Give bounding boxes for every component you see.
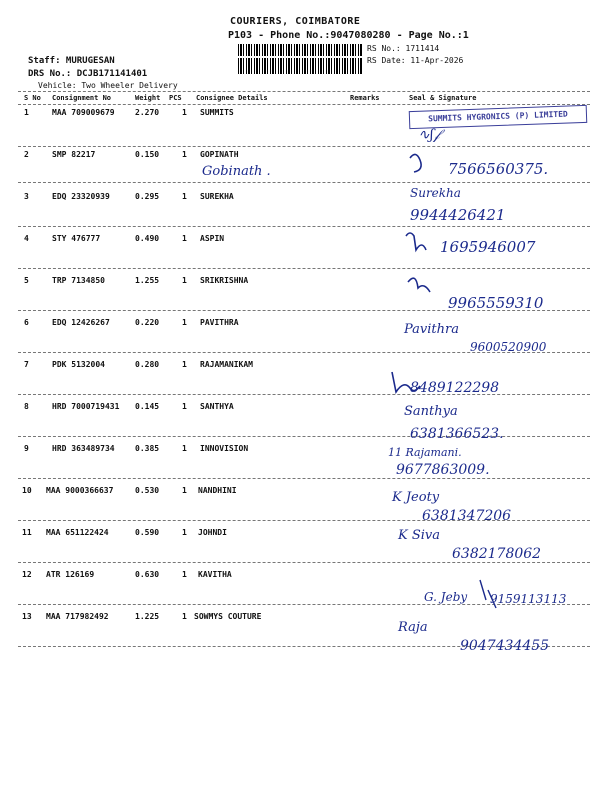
handwritten-phone: 9965559310 (448, 294, 544, 312)
handwritten-name: K Jeoty (392, 490, 440, 505)
handwritten-name: 11 Rajamani. (388, 446, 462, 459)
row-sno: 12 (22, 570, 32, 579)
row-pcs: 1 (182, 612, 187, 621)
row-consignee: SRIKRISHNA (200, 276, 249, 285)
row-pcs: 1 (182, 192, 187, 201)
handwritten-phone: 6382178062 (452, 546, 542, 562)
row-consignee: SUREKHA (200, 192, 234, 201)
handwritten-name: Surekha (410, 186, 461, 200)
row-weight: 0.295 (135, 192, 160, 201)
row-weight: 2.270 (135, 108, 160, 117)
col-consignment: Consignment No (52, 94, 112, 102)
row-consignment: EDQ 12426267 (52, 318, 110, 327)
row-weight: 0.280 (135, 360, 160, 369)
handwritten-phone: 7566560375. (448, 160, 549, 178)
col-consignee: Consignee Details (196, 94, 268, 102)
handwritten-phone: 9159113113 (490, 592, 567, 606)
row-consignment: TRP 7134850 (52, 276, 105, 285)
row-weight: 0.145 (135, 402, 160, 411)
row-consignment: PDK 5132004 (52, 360, 105, 369)
row-consignment: MAA 717982492 (46, 612, 109, 621)
row-weight: 0.220 (135, 318, 160, 327)
signature-strokes (380, 150, 600, 660)
row-sno: 4 (24, 234, 29, 243)
col-remarks: Remarks (350, 94, 380, 102)
row-consignment: STY 476777 (52, 234, 101, 243)
row-weight: 0.385 (135, 444, 160, 453)
row-sno: 2 (24, 150, 29, 159)
row-consignment: HRD 363489734 (52, 444, 115, 453)
row-weight: 0.490 (135, 234, 160, 243)
row-pcs: 1 (182, 234, 187, 243)
row-pcs: 1 (182, 360, 187, 369)
row-consignee: INNOVISION (200, 444, 249, 453)
row-consignment: MAA 709009679 (52, 108, 115, 117)
col-pcs: PCS (169, 94, 182, 102)
row-pcs: 1 (182, 486, 187, 495)
handwritten-phone: 9944426421 (410, 206, 506, 224)
handwritten-phone: 6381366523. (410, 426, 504, 442)
row-weight: 0.150 (135, 150, 160, 159)
row-sno: 6 (24, 318, 29, 327)
row-consignee: GOPINATH (200, 150, 239, 159)
row-consignee: SUMMITS (200, 108, 234, 117)
row-consignment: HRD 7000719431 (52, 402, 120, 411)
row-pcs: 1 (182, 150, 187, 159)
header-rule-bottom (18, 104, 590, 105)
handwritten-phone: 9677863009. (396, 462, 490, 478)
row-consignment: MAA 9000366637 (46, 486, 114, 495)
row-pcs: 1 (182, 402, 187, 411)
row-sno: 10 (22, 486, 32, 495)
handwritten-name: K Siva (398, 528, 441, 543)
row-weight: 1.225 (135, 612, 160, 621)
row-weight: 1.255 (135, 276, 160, 285)
handwritten-name: G. Jeby (424, 590, 468, 604)
handwritten-phone: 9047434455 (460, 638, 550, 654)
row-divider (18, 146, 590, 147)
row-sno: 13 (22, 612, 32, 621)
header-title: COURIERS, COIMBATORE (230, 16, 361, 27)
handwritten-phone: 6381347206 (422, 508, 512, 524)
vehicle-type: Vehicle: Two Wheeler Delivery (38, 81, 178, 90)
handwritten-phone: 8489122298 (410, 380, 500, 396)
row-consignee: KAVITHA (198, 570, 232, 579)
signature-mark: ∿ʃ𝒻 (418, 127, 440, 143)
handwritten-name: Raja (398, 620, 428, 635)
row-sno: 11 (22, 528, 32, 537)
barcode-gap (238, 56, 362, 58)
row-consignee: RAJAMANIKAM (200, 360, 253, 369)
signature-stroke (408, 278, 430, 292)
row-consignee: SANTHYA (200, 402, 234, 411)
handwritten-name: Pavithra (404, 322, 459, 337)
drs-number: DRS No.: DCJB171141401 (28, 69, 148, 79)
row-consignee: SOWMYS COUTURE (194, 612, 262, 621)
header-branch-line: P103 - Phone No.:9047080280 - Page No.:1 (228, 30, 469, 41)
handwritten-phone: 1695946007 (440, 238, 536, 256)
row-sno: 8 (24, 402, 29, 411)
row-sno: 9 (24, 444, 29, 453)
rs-date: RS Date: 11-Apr-2026 (367, 56, 464, 65)
row-pcs: 1 (182, 318, 187, 327)
row-sno: 5 (24, 276, 29, 285)
company-stamp: SUMMITS HYGRONICS (P) LIMITED (409, 105, 588, 129)
row-sno: 7 (24, 360, 29, 369)
row-consignment: SMP 82217 (52, 150, 96, 159)
row-weight: 0.630 (135, 570, 160, 579)
signature-stroke (392, 372, 420, 392)
col-weight: Weight (135, 94, 161, 102)
row-pcs: 1 (182, 108, 187, 117)
row-pcs: 1 (182, 276, 187, 285)
row-consignment: EDQ 23320939 (52, 192, 110, 201)
rs-number: RS No.: 1711414 (367, 44, 440, 53)
row-pcs: 1 (182, 528, 187, 537)
row-consignee: ASPIN (200, 234, 225, 243)
col-seal: Seal & Signature (409, 94, 477, 102)
barcode (238, 44, 362, 74)
row-weight: 0.590 (135, 528, 160, 537)
row-sno: 3 (24, 192, 29, 201)
row-consignment: ATR 126169 (46, 570, 95, 579)
row-consignment: MAA 651122424 (46, 528, 109, 537)
row-consignee: JOHNDI (198, 528, 227, 537)
staff-name: Staff: MURUGESAN (28, 56, 115, 66)
row-sno: 1 (24, 108, 29, 117)
row-pcs: 1 (182, 570, 187, 579)
row-consignee: NANDHINI (198, 486, 237, 495)
handwritten-name: Gobinath . (202, 164, 271, 179)
col-sno: S No (24, 94, 41, 102)
row-consignee: PAVITHRA (200, 318, 239, 327)
handwritten-name: Santhya (404, 404, 458, 419)
signature-stroke (406, 233, 426, 250)
row-pcs: 1 (182, 444, 187, 453)
row-weight: 0.530 (135, 486, 160, 495)
header-rule-top (18, 91, 590, 92)
handwritten-phone: 9600520900 (470, 340, 547, 354)
signature-stroke (410, 154, 421, 172)
signature-stroke (480, 580, 496, 608)
